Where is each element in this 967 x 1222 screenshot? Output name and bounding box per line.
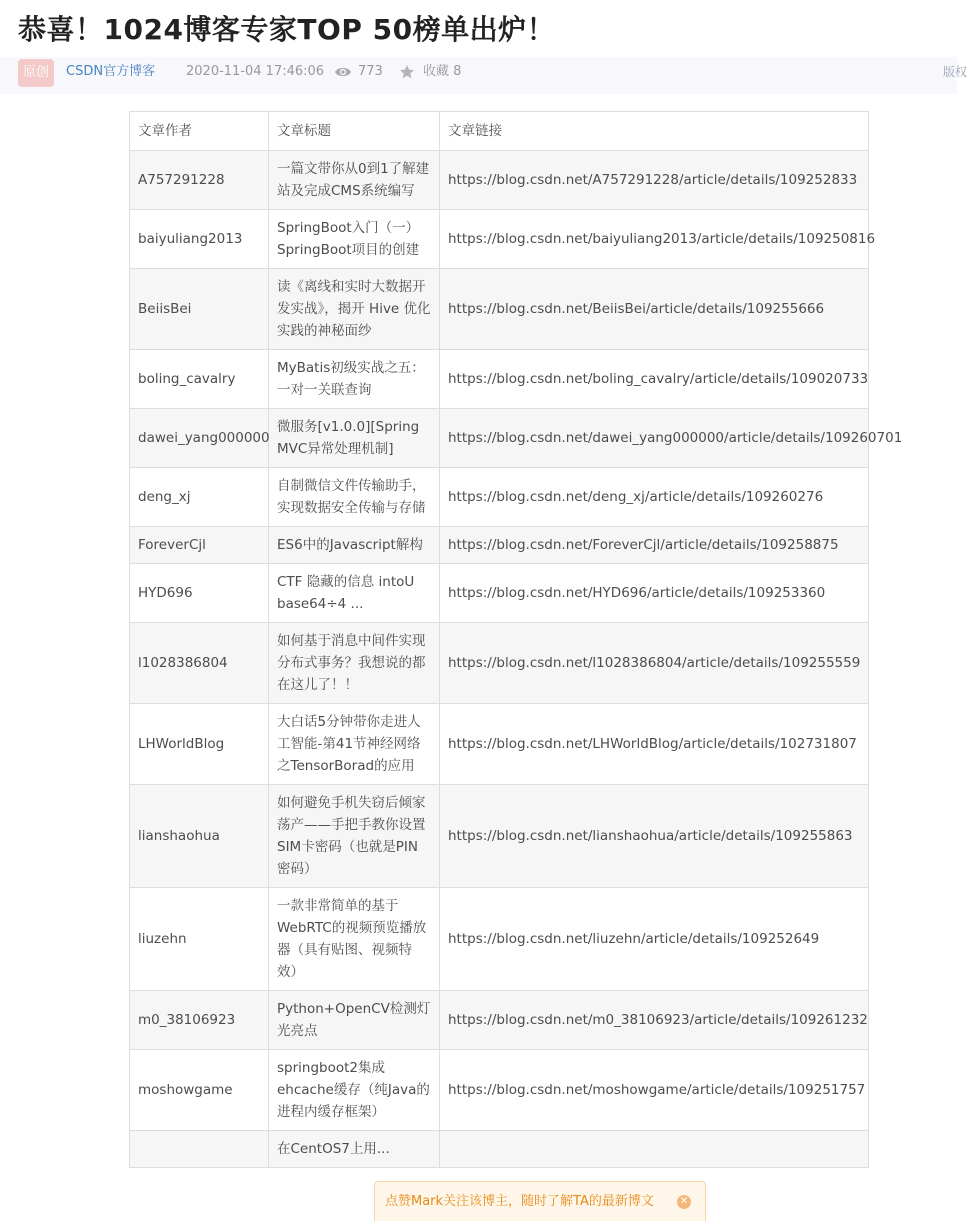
cell-author: baiyuliang2013 [130,210,269,269]
table-row [130,888,869,991]
star-icon[interactable] [399,64,415,80]
cell-link[interactable] [440,1131,869,1168]
cell-title: 一篇文带你从0到1了解建站及完成CMS系统编写 [269,151,440,210]
cell-link[interactable]: https://blog.csdn.net/boling_cavalry/article/details/109020733 [440,350,869,409]
cell-author: ForeverCjl [130,527,269,564]
cell-title: CTF 隐藏的信息 intoU base64÷4 ... [269,564,440,623]
cell-title: 一款非常简单的基于WebRTC的视频预览播放器（具有贴图、视频特效） [269,888,440,991]
cell-author: moshowgame [130,1050,269,1131]
cell-author: dawei_yang000000 [130,409,269,468]
table-row [130,151,869,210]
table-row [130,991,869,1050]
cell-link[interactable]: https://blog.csdn.net/ForeverCjl/article/details/109258875 [440,527,869,564]
cell-title: 读《离线和实时大数据开发实战》，揭开 Hive 优化实践的神秘面纱 [269,269,440,350]
close-icon[interactable]: ✕ [677,1195,691,1209]
cell-link[interactable]: https://blog.csdn.net/HYD696/article/details/109253360 [440,564,869,623]
table-row [130,350,869,409]
cell-link[interactable]: https://blog.csdn.net/A757291228/article/details/109252833 [440,151,869,210]
cell-title: 如何基于消息中间件实现分布式事务？我想说的都在这儿了！！ [269,623,440,704]
cell-title: SpringBoot入门（一）SpringBoot项目的创建 [269,210,440,269]
cell-author: LHWorldBlog [130,704,269,785]
author-link[interactable]: CSDN官方博客 [66,64,156,79]
table-row [130,564,869,623]
cell-title: springboot2集成ehcache缓存（纯Java的进程内缓存框架） [269,1050,440,1131]
copyright-label: 版权 [943,65,967,79]
favorite-count[interactable]: 收藏 8 [423,64,462,79]
cell-author: HYD696 [130,564,269,623]
cell-title: 微服务[v1.0.0][Spring MVC异常处理机制] [269,409,440,468]
table-row [130,269,869,350]
cell-title: 如何避免手机失窃后倾家荡产——手把手教你设置SIM卡密码（也就是PIN密码） [269,785,440,888]
original-badge: 原创 [18,59,54,87]
cell-title: ES6中的Javascript解构 [269,527,440,564]
cell-link[interactable]: https://blog.csdn.net/baiyuliang2013/article/details/109250816 [440,210,869,269]
table-row [130,623,869,704]
publish-date: 2020-11-04 17:46:06 [186,64,325,79]
table-row [130,409,869,468]
cell-author: BeiisBei [130,269,269,350]
cell-link[interactable]: https://blog.csdn.net/LHWorldBlog/article/details/102731807 [440,704,869,785]
cell-title: MyBatis初级实战之五：一对一关联查询 [269,350,440,409]
header-link: 文章链接 [440,112,869,151]
cell-link[interactable]: https://blog.csdn.net/dawei_yang000000/article/details/109260701 [440,409,869,468]
cell-author: A757291228 [130,151,269,210]
cell-title: 自制微信文件传输助手，实现数据安全传输与存储 [269,468,440,527]
cell-title: 在CentOS7上用... [269,1131,440,1168]
cell-link[interactable]: https://blog.csdn.net/m0_38106923/article/details/109261232 [440,991,869,1050]
eye-icon [334,65,352,79]
table-row [130,1131,869,1168]
header-author: 文章作者 [130,112,269,151]
cell-link[interactable]: https://blog.csdn.net/l1028386804/article/details/109255559 [440,623,869,704]
table-row [130,1050,869,1131]
cell-link[interactable]: https://blog.csdn.net/moshowgame/article/details/109251757 [440,1050,869,1131]
table-row [130,468,869,527]
cell-author: liuzehn [130,888,269,991]
article-meta-bar [0,57,967,94]
cell-link[interactable]: https://blog.csdn.net/deng_xj/article/details/109260276 [440,468,869,527]
table-row [130,785,869,888]
table-row [130,704,869,785]
toast-message: 点赞Mark关注该博主，随时了解TA的最新博文 [385,1194,654,1209]
cell-title: 大白话5分钟带你走进人工智能-第41节神经网络之TensorBorad的应用 [269,704,440,785]
cell-link[interactable]: https://blog.csdn.net/lianshaohua/article/details/109255863 [440,785,869,888]
article-table [129,111,903,1168]
view-count: 773 [358,64,383,79]
cell-author: m0_38106923 [130,991,269,1050]
cell-author: lianshaohua [130,785,269,888]
cell-title: Python+OpenCV检测灯光亮点 [269,991,440,1050]
table-row [130,527,869,564]
cell-author [130,1131,269,1168]
cell-link[interactable]: https://blog.csdn.net/BeiisBei/article/details/109255666 [440,269,869,350]
table-header-row [130,112,869,151]
cell-author: l1028386804 [130,623,269,704]
cell-author: boling_cavalry [130,350,269,409]
header-title: 文章标题 [269,112,440,151]
table-row [130,210,869,269]
cell-link[interactable]: https://blog.csdn.net/liuzehn/article/details/109252649 [440,888,869,991]
cell-author: deng_xj [130,468,269,527]
follow-toast[interactable] [374,1181,706,1221]
page-title: 恭喜！1024博客专家TOP 50榜单出炉！ [18,13,556,46]
